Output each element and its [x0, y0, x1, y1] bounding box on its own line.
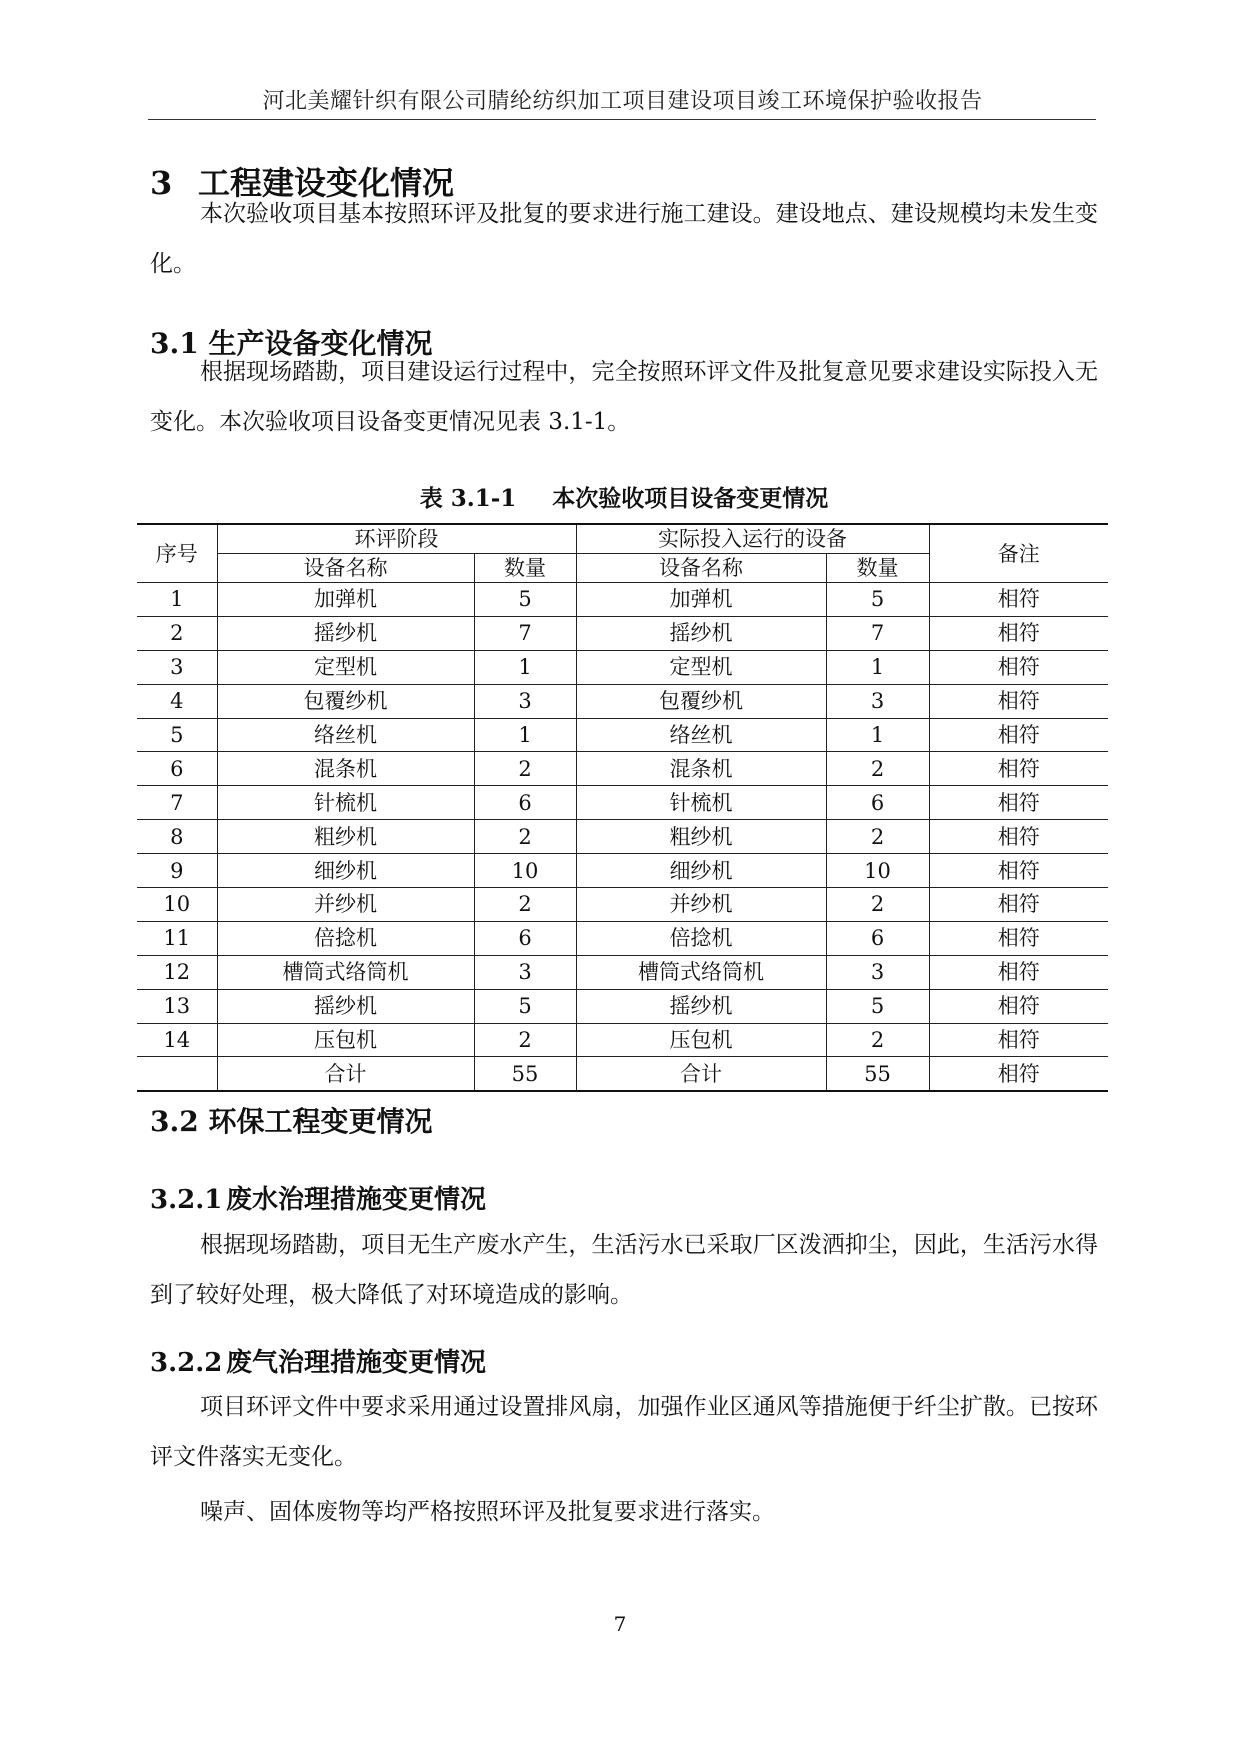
cell-remark: 相符 — [929, 989, 1108, 1023]
cell-remark: 相符 — [929, 650, 1108, 684]
cell-remark: 相符 — [929, 1057, 1108, 1091]
cell-eia-quantity: 5 — [474, 989, 576, 1023]
cell-actual-quantity: 1 — [826, 718, 929, 752]
header-actual-device-name: 设备名称 — [576, 554, 826, 583]
table-row — [137, 718, 1108, 752]
cell-seq: 5 — [137, 718, 217, 752]
cell-actual-quantity: 2 — [826, 820, 929, 854]
cell-seq: 10 — [137, 888, 217, 922]
cell-remark: 相符 — [929, 583, 1108, 617]
table-row — [137, 616, 1108, 650]
cell-actual-device-name: 并纱机 — [576, 888, 826, 922]
header-eia-device-name: 设备名称 — [217, 554, 474, 583]
cell-actual-quantity: 3 — [826, 684, 929, 718]
cell-eia-quantity: 2 — [474, 1023, 576, 1057]
cell-actual-device-name: 混条机 — [576, 752, 826, 786]
cell-seq: 4 — [137, 684, 217, 718]
cell-eia-quantity: 6 — [474, 921, 576, 955]
cell-seq: 11 — [137, 921, 217, 955]
cell-actual-device-name: 槽筒式络筒机 — [576, 955, 826, 989]
cell-actual-device-name: 细纱机 — [576, 854, 826, 888]
cell-remark: 相符 — [929, 1023, 1108, 1057]
header-rule — [148, 119, 1096, 120]
cell-remark: 相符 — [929, 786, 1108, 820]
cell-eia-device-name: 槽筒式络筒机 — [217, 955, 474, 989]
cell-actual-quantity: 7 — [826, 616, 929, 650]
cell-actual-device-name: 压包机 — [576, 1023, 826, 1057]
cell-eia-device-name: 络丝机 — [217, 718, 474, 752]
header-eia-stage: 环评阶段 — [217, 524, 576, 554]
cell-seq: 8 — [137, 820, 217, 854]
header-remark: 备注 — [929, 524, 1108, 583]
cell-eia-device-name: 粗纱机 — [217, 820, 474, 854]
cell-eia-quantity: 7 — [474, 616, 576, 650]
table-row — [137, 955, 1108, 989]
cell-eia-device-name: 合计 — [217, 1057, 474, 1091]
cell-eia-quantity: 55 — [474, 1057, 576, 1091]
section-3-2-2-number: 3.2.2 — [150, 1348, 223, 1378]
cell-actual-device-name: 包覆纱机 — [576, 684, 826, 718]
table-caption — [150, 480, 1098, 513]
cell-actual-quantity: 10 — [826, 854, 929, 888]
cell-eia-quantity: 2 — [474, 820, 576, 854]
section-3-1-heading: 3.1 生产设备变化情况 — [150, 327, 433, 360]
cell-actual-device-name: 络丝机 — [576, 718, 826, 752]
cell-remark: 相符 — [929, 718, 1108, 752]
table-row — [137, 650, 1108, 684]
table-row — [137, 854, 1108, 888]
cell-actual-device-name: 针梳机 — [576, 786, 826, 820]
table-row — [137, 583, 1108, 617]
cell-seq — [137, 1057, 217, 1091]
cell-eia-quantity: 10 — [474, 854, 576, 888]
cell-eia-quantity: 1 — [474, 650, 576, 684]
cell-eia-quantity: 6 — [474, 786, 576, 820]
table-body — [137, 583, 1108, 1092]
equipment-change-table — [137, 523, 1108, 1092]
cell-actual-device-name: 粗纱机 — [576, 820, 826, 854]
cell-eia-quantity: 3 — [474, 684, 576, 718]
cell-seq: 3 — [137, 650, 217, 684]
cell-seq: 14 — [137, 1023, 217, 1057]
table-caption-id: 表 3.1-1 — [419, 485, 517, 512]
cell-eia-device-name: 包覆纱机 — [217, 684, 474, 718]
cell-actual-device-name: 倍捻机 — [576, 921, 826, 955]
table-row — [137, 786, 1108, 820]
section-3-2-2-paragraph-2: 噪声、固体废物等均严格按照环评及批复要求进行落实。 — [200, 1499, 775, 1525]
section-3-number: 3 — [150, 164, 173, 202]
cell-remark: 相符 — [929, 955, 1108, 989]
table-row — [137, 684, 1108, 718]
section-3-title: 工程建设变化情况 — [198, 164, 455, 202]
header-actual-quantity: 数量 — [826, 554, 929, 583]
cell-remark: 相符 — [929, 752, 1108, 786]
cell-seq: 9 — [137, 854, 217, 888]
page-number: 7 — [613, 1612, 627, 1636]
cell-eia-quantity: 3 — [474, 955, 576, 989]
section-3-2-1-number: 3.2.1 — [150, 1185, 223, 1215]
cell-seq: 6 — [137, 752, 217, 786]
cell-eia-device-name: 加弹机 — [217, 583, 474, 617]
section-3-2-2-paragraph-1: 项目环评文件中要求采用通过设置排风扇，加强作业区通风等措施便于纤尘扩散。已按环评文件落实无变化。 — [150, 1394, 1098, 1470]
section-3-2-heading: 3.2 环保工程变更情况 — [150, 1105, 433, 1138]
header-seq: 序号 — [137, 524, 217, 583]
table-caption-title: 本次验收项目设备变更情况 — [552, 485, 829, 512]
cell-actual-device-name: 摇纱机 — [576, 616, 826, 650]
cell-actual-quantity: 5 — [826, 989, 929, 1023]
cell-actual-quantity: 6 — [826, 786, 929, 820]
table-total-row — [137, 1057, 1108, 1091]
cell-actual-quantity: 5 — [826, 583, 929, 617]
section-3-2-1-title: 废水治理措施变更情况 — [226, 1185, 487, 1215]
cell-eia-device-name: 混条机 — [217, 752, 474, 786]
table-row — [137, 989, 1108, 1023]
cell-actual-device-name: 加弹机 — [576, 583, 826, 617]
cell-eia-device-name: 定型机 — [217, 650, 474, 684]
cell-remark: 相符 — [929, 820, 1108, 854]
cell-actual-quantity: 2 — [826, 888, 929, 922]
cell-remark: 相符 — [929, 684, 1108, 718]
cell-eia-device-name: 摇纱机 — [217, 989, 474, 1023]
cell-eia-device-name: 细纱机 — [217, 854, 474, 888]
table-row — [137, 1023, 1108, 1057]
cell-seq: 12 — [137, 955, 217, 989]
cell-actual-quantity: 2 — [826, 752, 929, 786]
table-row — [137, 752, 1108, 786]
section-3-2-2-heading — [150, 1342, 486, 1379]
cell-seq: 7 — [137, 786, 217, 820]
section-3-2-2-title: 废气治理措施变更情况 — [226, 1348, 487, 1378]
cell-eia-quantity: 1 — [474, 718, 576, 752]
cell-seq: 2 — [137, 616, 217, 650]
header-eia-quantity: 数量 — [474, 554, 576, 583]
cell-actual-device-name: 合计 — [576, 1057, 826, 1091]
running-header: 河北美耀针织有限公司腈纶纺织加工项目建设项目竣工环境保护验收报告 — [262, 89, 983, 114]
cell-actual-quantity: 6 — [826, 921, 929, 955]
table-header-row — [137, 524, 1108, 554]
cell-actual-device-name: 定型机 — [576, 650, 826, 684]
cell-actual-quantity: 3 — [826, 955, 929, 989]
cell-remark: 相符 — [929, 921, 1108, 955]
cell-eia-device-name: 针梳机 — [217, 786, 474, 820]
section-3-paragraph: 本次验收项目基本按照环评及批复的要求进行施工建设。建设地点、建设规模均未发生变化。 — [150, 201, 1098, 277]
cell-actual-quantity: 55 — [826, 1057, 929, 1091]
cell-remark: 相符 — [929, 616, 1108, 650]
cell-actual-quantity: 2 — [826, 1023, 929, 1057]
cell-eia-quantity: 5 — [474, 583, 576, 617]
header-actual-equipment: 实际投入运行的设备 — [576, 524, 929, 554]
cell-remark: 相符 — [929, 854, 1108, 888]
cell-eia-device-name: 倍捻机 — [217, 921, 474, 955]
cell-eia-device-name: 并纱机 — [217, 888, 474, 922]
section-3-2-1-heading — [150, 1179, 486, 1216]
section-3-2-1-paragraph: 根据现场踏勘，项目无生产废水产生，生活污水已采取厂区泼洒抑尘，因此，生活污水得到了较好处理，极大降低了对环境造成的影响。 — [150, 1232, 1098, 1308]
section-3-1-paragraph: 根据现场踏勘，项目建设运行过程中，完全按照环评文件及批复意见要求建设实际投入无变化。本次验收项目设备变更情况见表 3.1-1。 — [150, 359, 1098, 435]
cell-actual-quantity: 1 — [826, 650, 929, 684]
cell-actual-device-name: 摇纱机 — [576, 989, 826, 1023]
cell-seq: 1 — [137, 583, 217, 617]
table-row — [137, 820, 1108, 854]
cell-eia-quantity: 2 — [474, 752, 576, 786]
table-row — [137, 888, 1108, 922]
cell-seq: 13 — [137, 989, 217, 1023]
cell-eia-quantity: 2 — [474, 888, 576, 922]
table-row — [137, 921, 1108, 955]
cell-eia-device-name: 摇纱机 — [217, 616, 474, 650]
cell-eia-device-name: 压包机 — [217, 1023, 474, 1057]
cell-remark: 相符 — [929, 888, 1108, 922]
